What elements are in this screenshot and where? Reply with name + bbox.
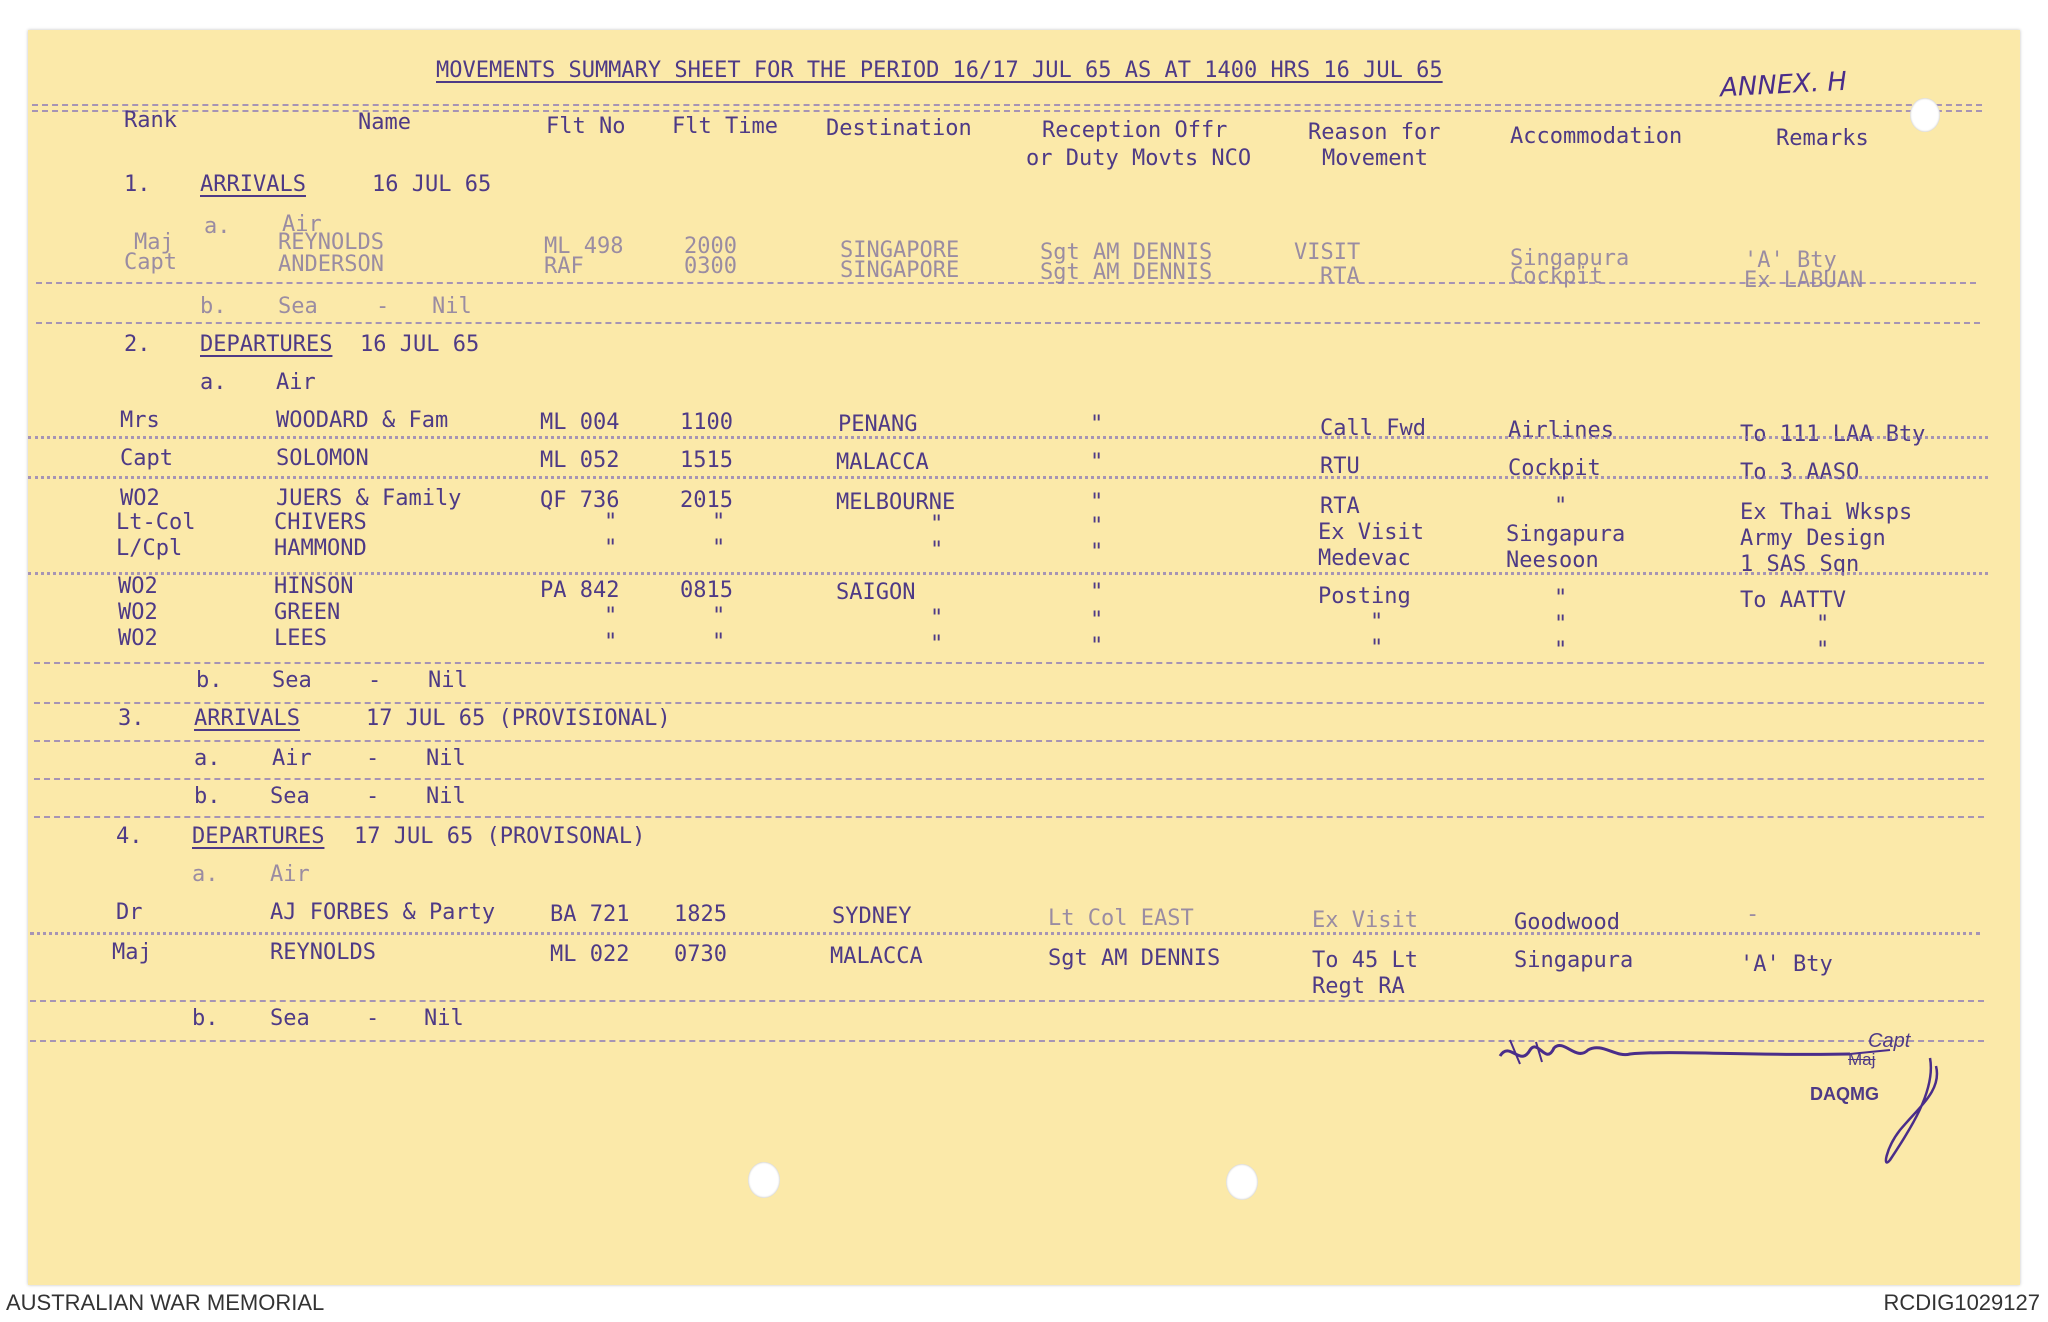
reason: To 45 Lt bbox=[1312, 948, 1418, 973]
reception-officer: Sgt AM DENNIS bbox=[1040, 240, 1213, 265]
reception-officer: Sgt AM DENNIS bbox=[1048, 946, 1221, 971]
remarks: Ex Thai Wksps bbox=[1740, 500, 1913, 525]
footer-record-id: RCDIG1029127 bbox=[1883, 1290, 2040, 1315]
rank: Capt bbox=[120, 446, 173, 471]
signature-rank-struck: Maj bbox=[1848, 1050, 1876, 1069]
punch-hole-left bbox=[748, 1162, 780, 1198]
rule bbox=[34, 662, 1984, 664]
name: WOODARD & Fam bbox=[276, 408, 449, 433]
name: REYNOLDS bbox=[278, 230, 384, 255]
sheet-title: MOVEMENTS SUMMARY SHEET FOR THE PERIOD 16/17 JUL 65 AS AT 1400 HRS 16 JUL 65 bbox=[436, 58, 1443, 83]
remarks: To AATTV bbox=[1740, 588, 1846, 613]
remarks: " bbox=[1816, 638, 1830, 663]
remarks: 'A' Bty bbox=[1740, 952, 1833, 977]
remarks: To 111 LAA Bty bbox=[1740, 422, 1926, 447]
rank: Maj bbox=[134, 230, 174, 255]
reception-officer: " bbox=[1090, 450, 1104, 475]
s1-air-label: Air bbox=[282, 212, 322, 237]
accommodation: Singapura bbox=[1514, 948, 1634, 973]
destination: " bbox=[930, 538, 944, 563]
accommodation: " bbox=[1554, 638, 1568, 663]
section-3-date: 17 JUL 65 (PROVISIONAL) bbox=[366, 706, 671, 731]
destination: SINGAPORE bbox=[840, 258, 960, 283]
accommodation: Cockpit bbox=[1510, 264, 1603, 289]
reception-officer: Lt Col EAST bbox=[1048, 906, 1194, 931]
rule bbox=[34, 778, 1984, 780]
name: GREEN bbox=[274, 600, 341, 625]
dotted-rule bbox=[28, 436, 1988, 439]
reason: Ex Visit bbox=[1312, 908, 1418, 933]
dotted-rule bbox=[28, 476, 1988, 479]
header-flt-time: Flt Time bbox=[672, 114, 778, 139]
s4-sub-a: a. bbox=[192, 862, 219, 887]
destination: " bbox=[930, 632, 944, 657]
remarks: To 3 AASO bbox=[1740, 460, 1860, 485]
flight-number: RAF bbox=[544, 254, 584, 279]
flight-time: 2000 bbox=[684, 234, 737, 259]
destination: " bbox=[930, 512, 944, 537]
header-flt-no: Flt No bbox=[546, 114, 626, 139]
signature-appointment: DAQMG bbox=[1810, 1084, 1879, 1104]
flight-number: ML 022 bbox=[550, 942, 630, 967]
section-2-date: 16 JUL 65 bbox=[360, 332, 480, 357]
flight-number: " bbox=[604, 510, 618, 535]
header-reception-1: Reception Offr bbox=[1042, 118, 1228, 143]
section-4-date: 17 JUL 65 (PROVISONAL) bbox=[354, 824, 646, 849]
accommodation: Singapura bbox=[1510, 246, 1630, 271]
header-rule bbox=[32, 104, 1982, 106]
flight-time: " bbox=[712, 510, 726, 535]
rank: WO2 bbox=[120, 486, 160, 511]
flight-time: 0730 bbox=[674, 942, 727, 967]
section-2-title: DEPARTURES bbox=[200, 332, 333, 357]
reception-officer: " bbox=[1090, 540, 1104, 565]
accommodation: Airlines bbox=[1508, 418, 1614, 443]
destination: SYDNEY bbox=[832, 904, 912, 929]
destination: MALACCA bbox=[830, 944, 923, 969]
header-rank: Rank bbox=[124, 108, 177, 133]
remarks: Army Design bbox=[1740, 526, 1886, 551]
remarks: " bbox=[1816, 612, 1830, 637]
flight-number: " bbox=[604, 630, 618, 655]
name: HAMMOND bbox=[274, 536, 367, 561]
name: HINSON bbox=[274, 574, 354, 599]
rule bbox=[34, 816, 1984, 818]
s3-sub-a: a. bbox=[194, 746, 221, 771]
header-reason-2: Movement bbox=[1322, 146, 1428, 171]
header-accommodation: Accommodation bbox=[1510, 124, 1683, 149]
s3-dash-b: - bbox=[366, 784, 380, 809]
section-2-number: 2. bbox=[124, 332, 151, 357]
name: AJ FORBES & Party bbox=[270, 900, 496, 925]
destination: MELBOURNE bbox=[836, 490, 956, 515]
flight-number: ML 052 bbox=[540, 448, 620, 473]
name: LEES bbox=[274, 626, 327, 651]
reason: VISIT bbox=[1294, 240, 1361, 265]
reason: Ex Visit bbox=[1318, 520, 1424, 545]
rank: WO2 bbox=[118, 626, 158, 651]
accommodation: Neesoon bbox=[1506, 548, 1599, 573]
flight-number: ML 004 bbox=[540, 410, 620, 435]
s3-sub-b: b. bbox=[194, 784, 221, 809]
flight-time: " bbox=[712, 630, 726, 655]
rule bbox=[36, 282, 1976, 284]
s3-air-nil: Nil bbox=[426, 746, 466, 771]
rank: Lt-Col bbox=[116, 510, 196, 535]
reason: " bbox=[1370, 610, 1384, 635]
reason: Medevac bbox=[1318, 546, 1411, 571]
signature-rank-handwritten: Capt bbox=[1868, 1030, 1911, 1052]
s2-sea-label: Sea bbox=[272, 668, 312, 693]
remarks: - bbox=[1746, 902, 1760, 927]
remarks: 'A' Bty bbox=[1744, 248, 1837, 273]
flight-time: 0300 bbox=[684, 254, 737, 279]
s4-dash: - bbox=[366, 1006, 380, 1031]
accommodation: Goodwood bbox=[1514, 910, 1620, 935]
reception-officer: " bbox=[1090, 634, 1104, 659]
rank: Dr bbox=[116, 900, 143, 925]
destination: PENANG bbox=[838, 412, 918, 437]
reason: RTA bbox=[1320, 494, 1360, 519]
flight-time: " bbox=[712, 536, 726, 561]
name: JUERS & Family bbox=[276, 486, 462, 511]
reason: RTA bbox=[1320, 264, 1360, 289]
section-3-title: ARRIVALS bbox=[194, 706, 300, 731]
flight-number: " bbox=[604, 536, 618, 561]
rank: L/Cpl bbox=[116, 536, 183, 561]
s3-sea-label: Sea bbox=[270, 784, 310, 809]
s4-sea-label: Sea bbox=[270, 1006, 310, 1031]
reason: Posting bbox=[1318, 584, 1411, 609]
s3-air-label: Air bbox=[272, 746, 312, 771]
accommodation: Cockpit bbox=[1508, 456, 1601, 481]
reason: Call Fwd bbox=[1320, 416, 1426, 441]
s3-sea-nil: Nil bbox=[426, 784, 466, 809]
flight-number: " bbox=[604, 604, 618, 629]
section-1-date: 16 JUL 65 bbox=[372, 172, 492, 197]
accommodation: " bbox=[1554, 586, 1568, 611]
header-name: Name bbox=[358, 110, 411, 135]
rule bbox=[30, 1000, 1984, 1002]
flight-number: BA 721 bbox=[550, 902, 630, 927]
rank: Maj bbox=[112, 940, 152, 965]
s2-sub-b: b. bbox=[196, 668, 223, 693]
name: ANDERSON bbox=[278, 252, 384, 277]
dotted-rule bbox=[30, 932, 1980, 935]
flight-time: " bbox=[712, 604, 726, 629]
s2-sub-a: a. bbox=[200, 370, 227, 395]
header-remarks: Remarks bbox=[1776, 126, 1869, 151]
rule bbox=[34, 702, 1984, 704]
s4-sea-nil: Nil bbox=[424, 1006, 464, 1031]
header-destination: Destination bbox=[826, 116, 972, 141]
s1-dash: - bbox=[376, 294, 390, 319]
header-reason-1: Reason for bbox=[1308, 120, 1441, 145]
reception-officer: " bbox=[1090, 514, 1104, 539]
name: SOLOMON bbox=[276, 446, 369, 471]
flight-number: ML 498 bbox=[544, 234, 624, 259]
rank: WO2 bbox=[118, 600, 158, 625]
s1-sea-label: Sea bbox=[278, 294, 318, 319]
accommodation: Singapura bbox=[1506, 522, 1626, 547]
header-rule-2 bbox=[32, 110, 1982, 112]
reason: " bbox=[1370, 636, 1384, 661]
section-1-number: 1. bbox=[124, 172, 151, 197]
s1-sub-b: b. bbox=[200, 294, 227, 319]
s2-sea-nil: Nil bbox=[428, 668, 468, 693]
section-1-title: ARRIVALS bbox=[200, 172, 306, 197]
reception-officer: " bbox=[1090, 490, 1104, 515]
section-4-number: 4. bbox=[116, 824, 143, 849]
s1-sub-a: a. bbox=[204, 214, 231, 239]
flight-time: 0815 bbox=[680, 578, 733, 603]
flight-time: 1825 bbox=[674, 902, 727, 927]
punch-hole-right bbox=[1226, 1164, 1258, 1200]
s2-air-label: Air bbox=[276, 370, 316, 395]
reception-officer: " bbox=[1090, 580, 1104, 605]
annex-label: ANNEX. H bbox=[1719, 66, 1848, 104]
flight-time: 1100 bbox=[680, 410, 733, 435]
flight-number: QF 736 bbox=[540, 488, 620, 513]
reception-officer: " bbox=[1090, 412, 1104, 437]
flight-time: 2015 bbox=[680, 488, 733, 513]
name: CHIVERS bbox=[274, 510, 367, 535]
destination: SINGAPORE bbox=[840, 238, 960, 263]
punch-hole-top bbox=[1910, 98, 1940, 132]
reason: RTU bbox=[1320, 454, 1360, 479]
header-reception-2: or Duty Movts NCO bbox=[1026, 146, 1252, 171]
accommodation: " bbox=[1554, 612, 1568, 637]
destination: MALACCA bbox=[836, 450, 929, 475]
s2-dash: - bbox=[368, 668, 382, 693]
remarks: Ex LABUAN bbox=[1744, 268, 1864, 293]
s1-sea-nil: Nil bbox=[432, 294, 472, 319]
rank: Mrs bbox=[120, 408, 160, 433]
name: REYNOLDS bbox=[270, 940, 376, 965]
s4-air-label: Air bbox=[270, 862, 310, 887]
s4-sub-b: b. bbox=[192, 1006, 219, 1031]
flight-time: 1515 bbox=[680, 448, 733, 473]
rank: WO2 bbox=[118, 574, 158, 599]
destination: SAIGON bbox=[836, 580, 916, 605]
section-4-title: DEPARTURES bbox=[192, 824, 325, 849]
rule bbox=[36, 322, 1980, 324]
reception-officer: Sgt AM DENNIS bbox=[1040, 260, 1213, 285]
rule bbox=[34, 740, 1984, 742]
s3-dash-a: - bbox=[366, 746, 380, 771]
rank: Capt bbox=[124, 250, 177, 275]
destination: " bbox=[930, 606, 944, 631]
accommodation: " bbox=[1554, 494, 1568, 519]
reason-line-2: Regt RA bbox=[1312, 974, 1405, 999]
reception-officer: " bbox=[1090, 608, 1104, 633]
section-3-number: 3. bbox=[118, 706, 145, 731]
flight-number: PA 842 bbox=[540, 578, 620, 603]
footer-institution: AUSTRALIAN WAR MEMORIAL bbox=[6, 1290, 325, 1315]
remarks: 1 SAS Sqn bbox=[1740, 552, 1860, 577]
